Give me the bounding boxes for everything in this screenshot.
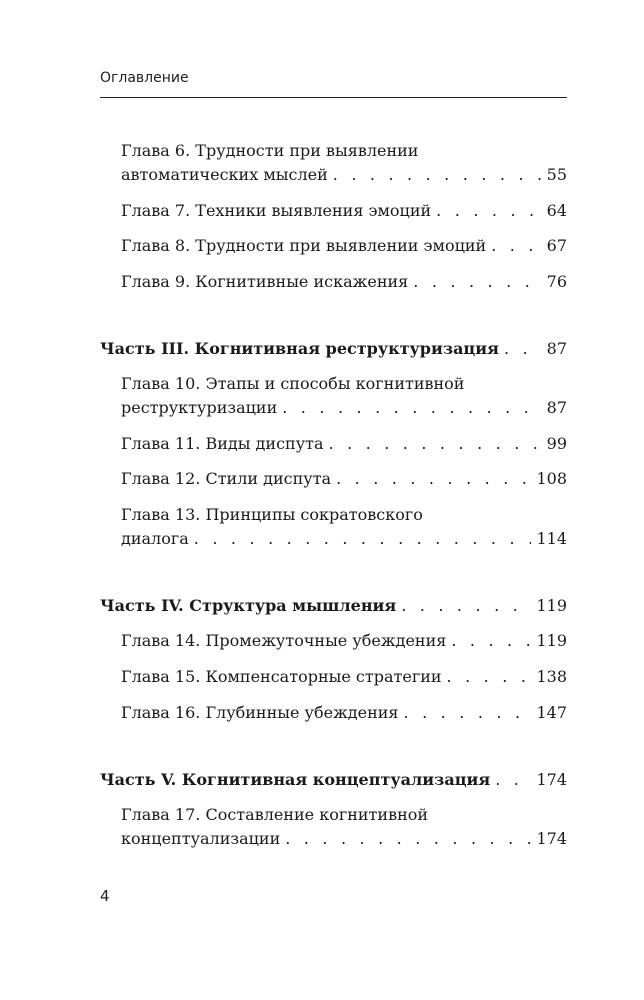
toc-entry-title: Глава 15. Компенсаторные стратегии [121,667,442,686]
dot-leader [436,199,541,223]
toc-page-number: 174 [536,829,567,848]
toc-page-number: 119 [536,631,567,650]
toc-page-number: 87 [546,339,567,358]
toc-entry-chapter-8 [121,234,567,258]
dot-leader [504,337,542,361]
toc-entry-title: автоматических мыслей [121,165,328,184]
toc-entry-chapter-9 [121,270,567,294]
toc-page-number: 55 [546,165,567,184]
toc-entry-chapter-11 [121,432,567,456]
toc-entry-title: Часть V. Когнитивная концептуализация [100,770,491,789]
dot-leader [285,827,531,851]
toc-entry-title-line: Глава 17. Составление когнитивной [121,805,429,824]
toc-entry-title: концептуализации [121,829,281,848]
dot-leader [491,234,541,258]
toc-page-number: 99 [546,434,567,453]
toc-entry-chapter-7 [121,199,567,223]
toc-page-number: 174 [536,770,567,789]
dot-leader [194,527,532,551]
toc-entry-title-line: Глава 10. Этапы и способы когнитивной [121,374,465,393]
toc-page-number: 147 [536,703,567,722]
toc-page-number: 76 [546,272,567,291]
toc-page-number: 138 [536,667,567,686]
dot-leader [451,629,531,653]
dot-leader [329,432,542,456]
toc-page-number: 114 [536,529,567,548]
toc-entry-title: реструктуризации [121,398,278,417]
toc-entry-title: Глава 8. Трудности при выявлении эмоций [121,236,487,255]
header-rule [100,97,567,98]
toc-entry-chapter-10 [121,372,567,420]
toc-page-number: 119 [536,596,567,615]
toc-entry-title: Часть III. Когнитивная реструктуризация [100,339,499,358]
toc-page-number: 64 [546,201,567,220]
dot-leader [413,270,541,294]
toc-page-number: 108 [536,469,567,488]
toc-entry-title: Часть IV. Структура мышления [100,596,397,615]
toc-entry-chapter-14 [121,629,567,653]
toc-entry-title-line: Глава 6. Трудности при выявлении [121,141,419,160]
toc-entry-title: Глава 12. Стили диспута [121,469,332,488]
toc-entry-title: Глава 16. Глубинные убеждения [121,703,399,722]
toc-entry-chapter-6 [121,139,567,187]
toc-entry-chapter-17 [121,803,567,851]
toc-entry-title: Глава 11. Виды диспута [121,434,324,453]
toc-page-number: 67 [546,236,567,255]
dot-leader [333,163,542,187]
toc-page-number: 87 [546,398,567,417]
toc-entry-chapter-13 [121,503,567,551]
toc-entry-part-4 [100,594,567,618]
dot-leader [401,594,531,618]
toc-entry-title: диалога [121,529,189,548]
toc-entry-part-5 [100,768,567,792]
dot-leader [282,396,541,420]
toc-entry-title: Глава 7. Техники выявления эмоций [121,201,432,220]
dot-leader [495,768,531,792]
dot-leader [336,467,531,491]
toc-entry-title-line: Глава 13. Принципы сократовского [121,505,423,524]
toc-entry-chapter-12 [121,467,567,491]
dot-leader [447,665,532,689]
toc-entry-title: Глава 9. Когнитивные искажения [121,272,409,291]
toc-entry-chapter-15 [121,665,567,689]
page-number: 4 [100,887,110,905]
toc-entry-title: Глава 14. Промежуточные убеждения [121,631,447,650]
toc-entry-part-3 [100,337,567,361]
running-head: Оглавление [100,70,189,86]
dot-leader [404,701,532,725]
toc-entry-chapter-16 [121,701,567,725]
